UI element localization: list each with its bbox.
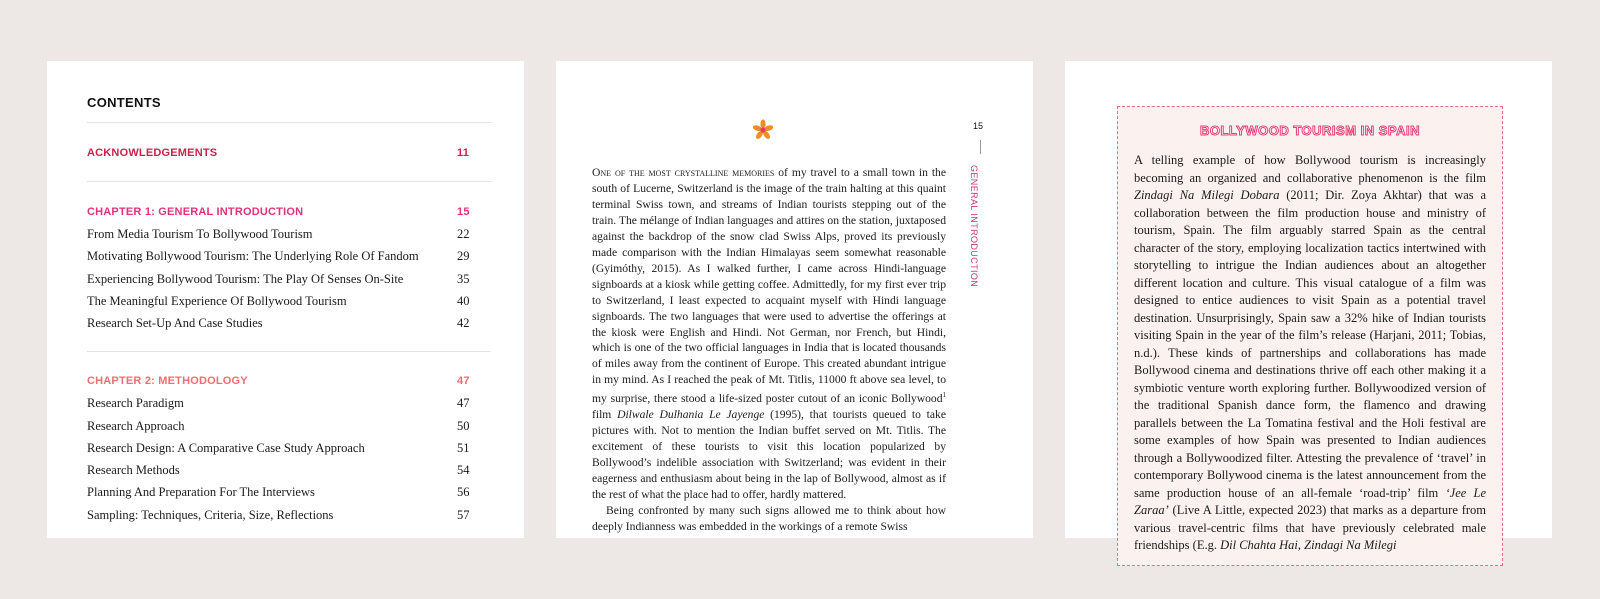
sidebar-box	[1117, 106, 1503, 566]
sidebar-title: BOLLYWOOD TOURISM IN SPAIN	[1199, 123, 1421, 138]
toc-item-label: Motivating Bollywood Tourism: The Underlying Role Of Fandom	[87, 249, 419, 263]
toc-item-label: Sampling: Techniques, Criteria, Size, Reflections	[87, 508, 334, 522]
toc-item-label: Research Paradigm	[87, 396, 184, 410]
toc-item[interactable]	[87, 441, 473, 456]
sidebar-page	[1065, 61, 1552, 552]
divider	[87, 351, 491, 352]
toc-item-label: From Media Tourism To Bollywood Tourism	[87, 227, 313, 241]
toc-item-page: 50	[457, 419, 470, 433]
toc-item[interactable]	[87, 419, 473, 434]
running-head: GENERAL INTRODUCTION	[969, 165, 979, 288]
toc-item[interactable]	[87, 463, 473, 478]
divider	[980, 140, 981, 154]
toc-section-label: CHAPTER 2: METHODOLOGY	[87, 375, 248, 387]
toc-item[interactable]	[87, 508, 473, 523]
text-run: (2011; Dir. Zoya Akhtar) that was a collaboration between the film production house and ministry of tourism, Spain. The film arguably starred Spain as the central character of the story, employing localization tactics intertwined with storytelling to intrigue the Indian audiences about an altogether different location and culture. This visual catalogue of a film was designed to entice audiences to visit Spain as a potential travel destination. Unsurprisingly, Spain saw a 32% hike of Indian tourists visiting Spain in the year of the film’s release (Harjani, 2011; Tobias, n.d.). These kinds of partnerships and collaborations has made Bollywood cinema and destinations thrive off each other making it a symbiotic venture worth exploring further. Bollywoodized version of the traditional Spanish dance form, the flamenco and drawing parallels between the La Tomatina festival and the Holi festival are some examples of how Spain was presented to Indian audiences through a Bollywoodized filter. Attesting the prevalence of ‘travel’ in contemporary Bollywood cinema is the latest announcement from the same production house of an all-female ‘road-trip’ film	[1134, 188, 1486, 500]
toc-item-page: 22	[457, 227, 470, 241]
toc-section-acknowledgements[interactable]	[87, 147, 473, 159]
toc-item-label: Experiencing Bollywood Tourism: The Play Of Senses On-Site	[87, 272, 404, 286]
toc-item-page: 42	[457, 316, 470, 330]
divider	[87, 122, 491, 123]
lead-in: One of the most crystalline memories	[592, 166, 775, 179]
toc-item[interactable]	[87, 294, 473, 309]
flower-icon	[752, 119, 774, 141]
toc-item-page: 35	[457, 272, 470, 286]
paragraph: Being confronted by many such signs allowed me to think about how deeply Indianness was embedded in the workings of a remote Swiss	[592, 503, 946, 533]
toc-item-page: 57	[457, 508, 470, 522]
footnote-marker[interactable]: 1	[942, 391, 946, 400]
toc-item[interactable]	[87, 485, 473, 500]
toc-item-page: 56	[457, 485, 470, 499]
text-run: A telling example of how Bollywood tourism is increasingly becoming an organized and collaborative phenomenon is the film	[1134, 153, 1486, 185]
toc-item[interactable]	[87, 396, 473, 411]
toc-section-page: 11	[457, 147, 470, 159]
toc-item[interactable]	[87, 272, 473, 287]
text-run: (1995), that tourists queued to take pictures with. Not to mention the Indian buffet served on Mt. Titlis. The excitement of these tourists to visit this location popularized by Bollywood’s indelible association with Switzerland; was evident in their eagerness and enthusiasm about being in the lap of Bollywood, almost as if the rest of what the place had to offer, hardly mattered.	[592, 408, 946, 501]
film-title: ‘Jee Le Zaraa’	[1134, 485, 1486, 517]
toc-item[interactable]	[87, 227, 473, 242]
toc-item-page: 54	[457, 463, 470, 477]
divider	[87, 181, 491, 182]
chapter-page	[556, 61, 1033, 538]
toc-section-page: 47	[457, 375, 470, 387]
toc-item-label: Research Set-Up And Case Studies	[87, 316, 263, 330]
toc-item-page: 40	[457, 294, 470, 308]
toc-section-label: ACKNOWLEDGEMENTS	[87, 147, 218, 159]
toc-item[interactable]	[87, 249, 473, 264]
toc-item-label: Research Design: A Comparative Case Study Approach	[87, 441, 365, 455]
sidebar-text	[1134, 152, 1486, 555]
film-title: Dilwale Dulhania Le Jayenge	[617, 408, 765, 422]
contents-page	[47, 61, 524, 538]
body-text	[592, 165, 946, 535]
text-run: of my travel to a small town in the south of Lucerne, Switzerland is the image of the train halting at this quaint terminal Swiss town, and streams of Indian tourists stepping out of the train. The mélange of Indian languages and attires on the station, juxtaposed against the backdrop of the snow clad Swiss Alps, proved its previously made comparison with the Indian Himalayas seem somewhat reasonable (Gyimóthy, 2015). As I walked further, I came across Hindi-language signboards at a kiosk while getting coffee. Admittedly, for my first ever trip to Switzerland, I least expected to acquaint myself with Hindi language signboards. The two languages that were used to advertise the offerings at the kiosk were English and Hindi. Not German, nor French, but Hindi, which is one of the two official languages in India that is located thousands of miles away from the continent of Europe. This created abundant intrigue in my mind. As I reached the peak of Mt. Titlis, 11000 ft above sea level, to my surprise, there stood a life-sized poster cutout of an iconic Bollywood	[592, 166, 946, 406]
toc-item-page: 51	[457, 441, 470, 455]
toc-item-label: Research Approach	[87, 419, 185, 433]
toc-item-label: Research Methods	[87, 463, 180, 477]
film-title: Zindagi Na Milegi Dobara	[1134, 188, 1280, 202]
toc-section-label: CHAPTER 1: GENERAL INTRODUCTION	[87, 206, 304, 218]
toc-section-chapter-1[interactable]	[87, 206, 473, 218]
toc-item-label: The Meaningful Experience Of Bollywood Tourism	[87, 294, 347, 308]
page-number: 15	[973, 121, 984, 131]
paragraph	[592, 165, 946, 503]
contents-title: CONTENTS	[87, 95, 161, 110]
film-title: Dil Chahta Hai, Zindagi Na Milegi	[1220, 538, 1397, 552]
text-run: film	[592, 408, 618, 422]
toc-item-label: Planning And Preparation For The Interviews	[87, 485, 315, 499]
text-run: (Live A Little, expected 2023) that marks as a departure from various travel-centric films that have previously celebrated male friendships (E.g.	[1134, 503, 1486, 552]
toc-item[interactable]	[87, 316, 473, 331]
toc-item-page: 47	[457, 396, 470, 410]
toc-section-chapter-2[interactable]	[87, 375, 473, 387]
toc-item-page: 29	[457, 249, 470, 263]
toc-section-page: 15	[457, 206, 470, 218]
